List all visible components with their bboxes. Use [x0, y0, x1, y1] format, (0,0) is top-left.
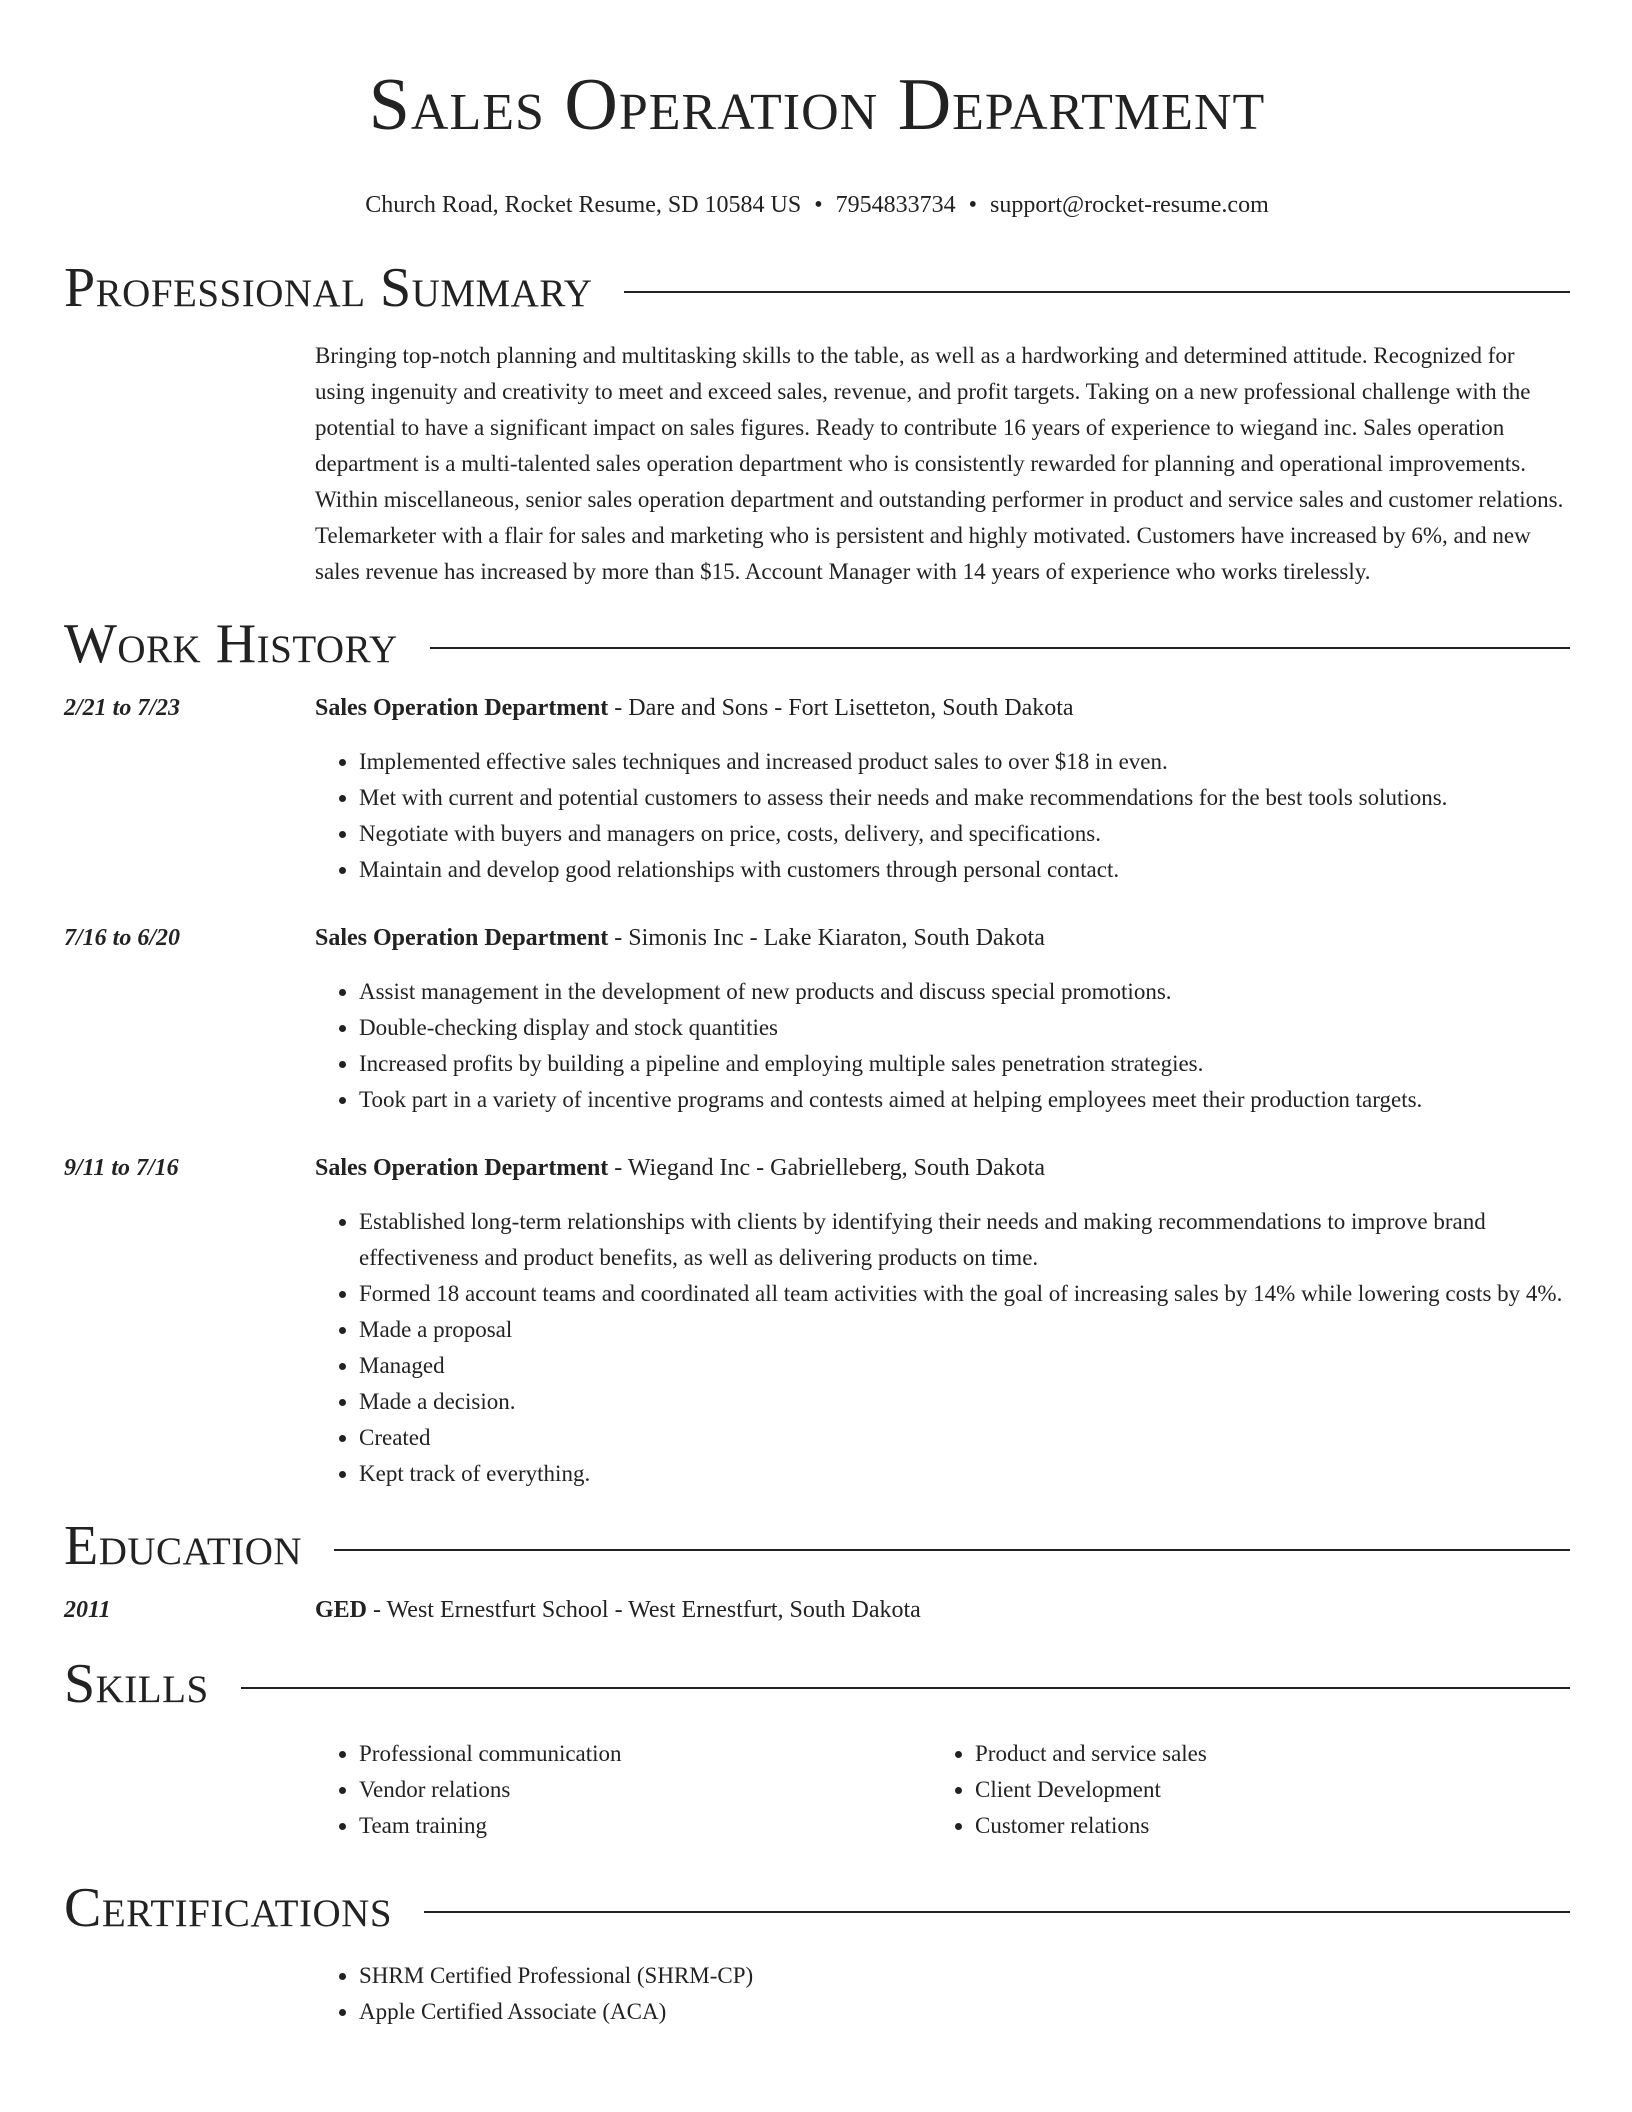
list-item: • Negotiate with buyers and managers on price, costs, delivery, and specifications.	[359, 816, 1570, 852]
job-heading	[315, 1150, 1570, 1186]
job-bullets	[315, 1204, 1570, 1492]
job-dates: 2/21 to 7/23	[64, 695, 181, 721]
skill-item: • Team training	[359, 1808, 931, 1844]
section-title: Education	[64, 1515, 303, 1577]
section-divider	[241, 1687, 1570, 1689]
contact-email: support@rocket-resume.com	[990, 192, 1269, 218]
section-header-skills	[64, 1654, 1570, 1714]
certifications-list	[315, 1958, 1570, 2030]
job-entry	[64, 920, 1570, 1118]
list-item: • Managed	[359, 1348, 1570, 1384]
certifications-row	[64, 1958, 1570, 2030]
list-item: • Met with current and potential customers to assess their needs and make recommendations for the best tools solutions.	[359, 780, 1570, 816]
education-details: - West Ernestfurt School - West Ernestfurt, South Dakota	[367, 1597, 921, 1623]
section-header-education	[64, 1516, 1570, 1576]
contact-separator: •	[814, 192, 823, 218]
job-title: Sales Operation Department	[315, 925, 609, 951]
list-item: • Increased profits by building a pipeline and employing multiple sales penetration strategies.	[359, 1046, 1570, 1082]
section-divider	[430, 647, 1570, 649]
skill-item: • Client Development	[975, 1772, 1547, 1808]
section-divider	[424, 1911, 1570, 1913]
skill-item: • Product and service sales	[975, 1736, 1547, 1772]
skill-item: • Vendor relations	[359, 1772, 931, 1808]
summary-text: Bringing top-notch planning and multitasking skills to the table, as well as a hardworking and determined attitude. Recognized for using ingenuity and creativity to meet and exceed sales, revenue, and profit targets. Taking on a new professional challenge with the potential to have a significant impact on sales figures. Ready to contribute 16 years of experience to wiegand inc. Sales operation department is a multi-talented sales operation department who is consistently rewarded for planning and operational improvements. Within miscellaneous, senior sales operation department and outstanding performer in product and service sales and customer relations. Telemarketer with a flair for sales and marketing who is persistent and highly motivated. Customers have increased by 6%, and new sales revenue has increased by more than $15. Account Manager with 14 years of experience who works tirelessly.	[315, 343, 1564, 584]
list-item: • Took part in a variety of incentive programs and contests aimed at helping employees meet their production targets.	[359, 1082, 1570, 1118]
education-entry	[64, 1592, 1570, 1628]
list-item: • Maintain and develop good relationships with customers through personal contact.	[359, 852, 1570, 888]
list-item: • Made a proposal	[359, 1312, 1570, 1348]
job-entry	[64, 690, 1570, 888]
job-heading	[315, 920, 1570, 956]
contact-line	[64, 190, 1570, 220]
education-degree: GED	[315, 1597, 368, 1623]
job-bullets	[315, 744, 1570, 888]
list-item: • Formed 18 account teams and coordinated all team activities with the goal of increasing sales by 14% while lowering costs by 4%.	[359, 1276, 1570, 1312]
certification-item: • SHRM Certified Professional (SHRM-CP)	[359, 1958, 1570, 1994]
candidate-name: Sales Operation Department	[368, 64, 1266, 146]
skills-row	[64, 1736, 1570, 1844]
list-item: • Established long-term relationships with clients by identifying their needs and making recommendations to improve brand effectiveness and product benefits, as well as delivering products on time.	[359, 1204, 1570, 1276]
job-entry	[64, 1150, 1570, 1492]
list-item: • Made a decision.	[359, 1384, 1570, 1420]
section-header-summary	[64, 258, 1570, 318]
job-title: Sales Operation Department	[315, 695, 609, 721]
section-header-work	[64, 614, 1570, 674]
job-title: Sales Operation Department	[315, 1155, 609, 1181]
section-title: Professional Summary	[64, 257, 593, 319]
job-dates: 7/16 to 6/20	[64, 925, 181, 951]
resume-page	[64, 0, 1570, 2030]
section-divider	[334, 1549, 1570, 1551]
section-title: Work History	[64, 613, 398, 675]
skills-list	[315, 1736, 1570, 1844]
summary-row	[64, 338, 1570, 590]
contact-phone: 7954833734	[835, 192, 956, 218]
skill-item: • Customer relations	[975, 1808, 1547, 1844]
job-dates: 9/11 to 7/16	[64, 1155, 179, 1181]
job-details: - Wiegand Inc - Gabrielleberg, South Dakota	[608, 1155, 1045, 1181]
section-title: Skills	[64, 1653, 209, 1715]
certification-item: • Apple Certified Associate (ACA)	[359, 1994, 1570, 2030]
job-details: - Dare and Sons - Fort Lisetteton, South Dakota	[608, 695, 1074, 721]
job-heading	[315, 690, 1570, 726]
section-divider	[624, 291, 1570, 293]
education-heading	[315, 1592, 1570, 1628]
list-item: • Double-checking display and stock quantities	[359, 1010, 1570, 1046]
contact-address: Church Road, Rocket Resume, SD 10584 US	[365, 192, 802, 218]
skills-column-1	[315, 1736, 931, 1844]
list-item: • Kept track of everything.	[359, 1456, 1570, 1492]
list-item: • Created	[359, 1420, 1570, 1456]
list-item: • Assist management in the development of new products and discuss special promotions.	[359, 974, 1570, 1010]
skills-column-2	[931, 1736, 1547, 1844]
job-bullets	[315, 974, 1570, 1118]
section-title: Certifications	[64, 1877, 393, 1939]
skill-item: • Professional communication	[359, 1736, 931, 1772]
list-item: • Implemented effective sales techniques and increased product sales to over $18 in even.	[359, 744, 1570, 780]
contact-separator: •	[968, 192, 978, 218]
job-details: - Simonis Inc - Lake Kiaraton, South Dakota	[608, 925, 1045, 951]
education-year: 2011	[64, 1597, 111, 1623]
section-header-certifications	[64, 1878, 1570, 1938]
